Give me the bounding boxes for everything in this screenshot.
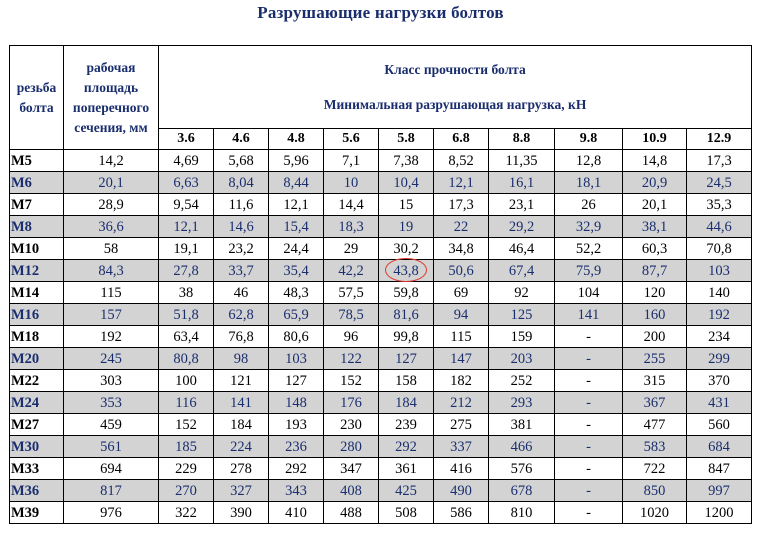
load-cell: 38,1: [623, 216, 687, 238]
load-cell: 48,3: [269, 282, 324, 304]
thread-cell: M27: [10, 414, 64, 436]
thread-header-line: резьба: [16, 79, 57, 95]
class-cell: 4.8: [269, 129, 324, 150]
load-cell: 239: [379, 414, 434, 436]
thread-cell: M18: [10, 326, 64, 348]
load-cell: 160: [623, 304, 687, 326]
load-cell: 121: [214, 370, 269, 392]
load-cell: 10,4: [379, 172, 434, 194]
area-cell: 561: [64, 436, 159, 458]
load-cell: 12,1: [159, 216, 214, 238]
load-cell: 80,6: [269, 326, 324, 348]
load-cell: 6,63: [159, 172, 214, 194]
table-row: [10, 348, 752, 370]
load-cell: 292: [379, 436, 434, 458]
thread-cell: M30: [10, 436, 64, 458]
load-cell: 148: [269, 392, 324, 414]
area-cell: 84,3: [64, 260, 159, 282]
load-cell: 115: [434, 326, 489, 348]
load-cell: 236: [269, 436, 324, 458]
load-cell: 24,5: [687, 172, 752, 194]
load-cell: 370: [687, 370, 752, 392]
load-cell: 5,68: [214, 150, 269, 172]
table-row: [10, 238, 752, 260]
table-row: [10, 436, 752, 458]
load-cell: 35,3: [687, 194, 752, 216]
load-cell: 8,44: [269, 172, 324, 194]
thread-cell: M24: [10, 392, 64, 414]
load-cell: 367: [623, 392, 687, 414]
table-row: [10, 304, 752, 326]
load-cell: 347: [324, 458, 379, 480]
highlighted-value: 43,8: [393, 262, 419, 279]
load-cell: 14,8: [623, 150, 687, 172]
load-cell: 29,2: [489, 216, 555, 238]
load-cell: 299: [687, 348, 752, 370]
load-cell: 76,8: [214, 326, 269, 348]
load-cell: 322: [159, 502, 214, 524]
load-cell: 8,04: [214, 172, 269, 194]
load-cell: 280: [324, 436, 379, 458]
load-cell: 42,2: [324, 260, 379, 282]
load-cell: 343: [269, 480, 324, 502]
load-cell: 185: [159, 436, 214, 458]
load-cell: 14,6: [214, 216, 269, 238]
load-cell: 46,4: [489, 238, 555, 260]
class-cell: 4.6: [214, 129, 269, 150]
class-cell: 3.6: [159, 129, 214, 150]
load-cell: 99,8: [379, 326, 434, 348]
area-cell: 20,1: [64, 172, 159, 194]
table-row: [10, 502, 752, 524]
load-cell: 292: [269, 458, 324, 480]
load-cell: 7,1: [324, 150, 379, 172]
table-row: [10, 326, 752, 348]
load-cell: 51,8: [159, 304, 214, 326]
area-cell: 14,2: [64, 150, 159, 172]
load-cell: -: [555, 458, 623, 480]
table-row: [10, 216, 752, 238]
load-cell: 1200: [687, 502, 752, 524]
load-cell: 684: [687, 436, 752, 458]
load-cell: 230: [324, 414, 379, 436]
load-cell: 252: [489, 370, 555, 392]
area-header: [64, 46, 159, 150]
load-cell: 337: [434, 436, 489, 458]
load-cell: 69: [434, 282, 489, 304]
class-cell: 12.9: [687, 129, 752, 150]
thread-header: [10, 46, 64, 150]
table-row: [10, 194, 752, 216]
area-cell: 28,9: [64, 194, 159, 216]
load-cell: 81,6: [379, 304, 434, 326]
load-cell: 184: [379, 392, 434, 414]
load-cell: 140: [687, 282, 752, 304]
load-cell: 104: [555, 282, 623, 304]
area-header-line: поперечного: [72, 99, 150, 115]
load-cell: 103: [687, 260, 752, 282]
load-cell: 59,8: [379, 282, 434, 304]
area-cell: 817: [64, 480, 159, 502]
load-cell: 96: [324, 326, 379, 348]
load-cell: 431: [687, 392, 752, 414]
table-row: [10, 150, 752, 172]
area-cell: 245: [64, 348, 159, 370]
load-cell: 87,7: [623, 260, 687, 282]
load-cell: 224: [214, 436, 269, 458]
load-cell: 57,5: [324, 282, 379, 304]
load-cell: 141: [214, 392, 269, 414]
load-cell: 122: [324, 348, 379, 370]
load-cell: 100: [159, 370, 214, 392]
area-cell: 157: [64, 304, 159, 326]
load-cell: 32,9: [555, 216, 623, 238]
load-cell: 477: [623, 414, 687, 436]
load-cell: 70,8: [687, 238, 752, 260]
load-cell: 278: [214, 458, 269, 480]
load-cell: 176: [324, 392, 379, 414]
load-cell: 33,7: [214, 260, 269, 282]
load-cell: 27,8: [159, 260, 214, 282]
load-cell: -: [555, 480, 623, 502]
load-cell: 127: [269, 370, 324, 392]
load-cell: 23,1: [489, 194, 555, 216]
load-cell: 508: [379, 502, 434, 524]
load-cell: 11,35: [489, 150, 555, 172]
load-cell: 159: [489, 326, 555, 348]
load-cell: 19: [379, 216, 434, 238]
load-cell: 9,54: [159, 194, 214, 216]
load-cell: 18,1: [555, 172, 623, 194]
area-cell: 694: [64, 458, 159, 480]
class-cell: 10.9: [623, 129, 687, 150]
load-cell: 10: [324, 172, 379, 194]
thread-cell: M39: [10, 502, 64, 524]
load-cell: 182: [434, 370, 489, 392]
table-row: [10, 414, 752, 436]
load-cell: 847: [687, 458, 752, 480]
load-cell: 315: [623, 370, 687, 392]
load-cell: 850: [623, 480, 687, 502]
load-cell: 416: [434, 458, 489, 480]
load-cell: 408: [324, 480, 379, 502]
load-cell: 4,69: [159, 150, 214, 172]
thread-cell: M22: [10, 370, 64, 392]
load-cell: 15,4: [269, 216, 324, 238]
load-cell: 229: [159, 458, 214, 480]
table-row: [10, 458, 752, 480]
load-cell: 212: [434, 392, 489, 414]
class-cell: 5.6: [324, 129, 379, 150]
load-cell: 184: [214, 414, 269, 436]
load-cell: 75,9: [555, 260, 623, 282]
thread-header-line: болта: [19, 99, 54, 115]
load-cell: 23,2: [214, 238, 269, 260]
load-cell: 152: [324, 370, 379, 392]
thread-cell: M14: [10, 282, 64, 304]
load-cell: 94: [434, 304, 489, 326]
load-cell: 12,1: [434, 172, 489, 194]
area-cell: 36,6: [64, 216, 159, 238]
load-cell: 30,2: [379, 238, 434, 260]
load-cell: 255: [623, 348, 687, 370]
load-cell: 293: [489, 392, 555, 414]
load-cell: 141: [555, 304, 623, 326]
load-cell: 52,2: [555, 238, 623, 260]
load-cell: 8,52: [434, 150, 489, 172]
load-cell: 62,8: [214, 304, 269, 326]
load-cell: -: [555, 326, 623, 348]
load-cell: 152: [159, 414, 214, 436]
load-cell: 678: [489, 480, 555, 502]
load-cell: 997: [687, 480, 752, 502]
load-cell: 1020: [623, 502, 687, 524]
load-cell: 35,4: [269, 260, 324, 282]
class-cell: 6.8: [434, 129, 489, 150]
load-cell: -: [555, 348, 623, 370]
load-cell: 7,38: [379, 150, 434, 172]
thread-cell: M5: [10, 150, 64, 172]
load-cell: 24,4: [269, 238, 324, 260]
load-cell: 116: [159, 392, 214, 414]
load-cell: 576: [489, 458, 555, 480]
area-header-line: рабочая: [86, 59, 136, 75]
load-cell: 5,96: [269, 150, 324, 172]
load-cell: 127: [379, 348, 434, 370]
load-cell: 103: [269, 348, 324, 370]
load-cell: 63,4: [159, 326, 214, 348]
table-row: [10, 392, 752, 414]
area-cell: 115: [64, 282, 159, 304]
load-cell: 722: [623, 458, 687, 480]
load-cell: 50,6: [434, 260, 489, 282]
load-cell: 234: [687, 326, 752, 348]
load-cell: 410: [269, 502, 324, 524]
load-cell: 34,8: [434, 238, 489, 260]
thread-cell: M20: [10, 348, 64, 370]
thread-cell: M33: [10, 458, 64, 480]
area-cell: 58: [64, 238, 159, 260]
load-cell: 78,5: [324, 304, 379, 326]
thread-cell: M16: [10, 304, 64, 326]
load-cell: 46: [214, 282, 269, 304]
load-cell: 203: [489, 348, 555, 370]
class-cell: 8.8: [489, 129, 555, 150]
load-cell: [379, 260, 434, 282]
load-cell: -: [555, 436, 623, 458]
thread-cell: M10: [10, 238, 64, 260]
load-cell: 490: [434, 480, 489, 502]
table-row: [10, 480, 752, 502]
load-cell: 12,1: [269, 194, 324, 216]
load-cell: 192: [687, 304, 752, 326]
table-row: [10, 370, 752, 392]
area-header-line: площадь: [83, 79, 139, 95]
load-cell: 26: [555, 194, 623, 216]
load-cell: 200: [623, 326, 687, 348]
load-cell: 810: [489, 502, 555, 524]
area-cell: 303: [64, 370, 159, 392]
load-cell: 65,9: [269, 304, 324, 326]
load-cell: 193: [269, 414, 324, 436]
load-cell: 98: [214, 348, 269, 370]
load-cell: 583: [623, 436, 687, 458]
load-cell: 425: [379, 480, 434, 502]
load-cell: 29: [324, 238, 379, 260]
load-cell: 20,1: [623, 194, 687, 216]
load-cell: 38: [159, 282, 214, 304]
load-cell: 44,6: [687, 216, 752, 238]
load-cell: 488: [324, 502, 379, 524]
class-cell: 9.8: [555, 129, 623, 150]
thread-cell: M6: [10, 172, 64, 194]
load-cell: 560: [687, 414, 752, 436]
area-header-line: сечения, мм: [74, 119, 148, 135]
load-cell: 12,8: [555, 150, 623, 172]
area-cell: 192: [64, 326, 159, 348]
area-cell: 353: [64, 392, 159, 414]
load-cell: 147: [434, 348, 489, 370]
load-cell: 17,3: [687, 150, 752, 172]
load-cell: 158: [379, 370, 434, 392]
bolt-load-table: [9, 45, 752, 524]
thread-cell: M7: [10, 194, 64, 216]
load-cell: 327: [214, 480, 269, 502]
load-cell: 19,1: [159, 238, 214, 260]
load-cell: 22: [434, 216, 489, 238]
load-cell: 586: [434, 502, 489, 524]
load-cell: 60,3: [623, 238, 687, 260]
thread-cell: M8: [10, 216, 64, 238]
load-cell: -: [555, 392, 623, 414]
load-cell: 120: [623, 282, 687, 304]
class-cell: 5.8: [379, 129, 434, 150]
load-cell: 17,3: [434, 194, 489, 216]
area-cell: 459: [64, 414, 159, 436]
load-cell: 92: [489, 282, 555, 304]
load-cell: 11,6: [214, 194, 269, 216]
load-cell: 275: [434, 414, 489, 436]
load-cell: 270: [159, 480, 214, 502]
area-cell: 976: [64, 502, 159, 524]
load-cell: -: [555, 370, 623, 392]
table-row: [10, 260, 752, 282]
load-cell: 15: [379, 194, 434, 216]
table-row: [10, 172, 752, 194]
load-cell: 125: [489, 304, 555, 326]
load-cell: 18,3: [324, 216, 379, 238]
load-cell: 16,1: [489, 172, 555, 194]
thread-cell: M12: [10, 260, 64, 282]
load-title: Минимальная разрушающая нагрузка, кН: [323, 96, 587, 112]
load-cell: -: [555, 414, 623, 436]
thread-cell: M36: [10, 480, 64, 502]
load-cell: 80,8: [159, 348, 214, 370]
load-cell: -: [555, 502, 623, 524]
header-row: [10, 46, 752, 129]
load-cell: 20,9: [623, 172, 687, 194]
load-cell: 67,4: [489, 260, 555, 282]
load-cell: 381: [489, 414, 555, 436]
load-cell: 466: [489, 436, 555, 458]
table-row: [10, 282, 752, 304]
load-cell: 390: [214, 502, 269, 524]
page-title: Разрушающие нагрузки болтов: [257, 3, 504, 22]
load-cell: 361: [379, 458, 434, 480]
load-cell: 14,4: [324, 194, 379, 216]
class-header: [159, 46, 752, 129]
class-title: Класс прочности болта: [384, 61, 526, 77]
